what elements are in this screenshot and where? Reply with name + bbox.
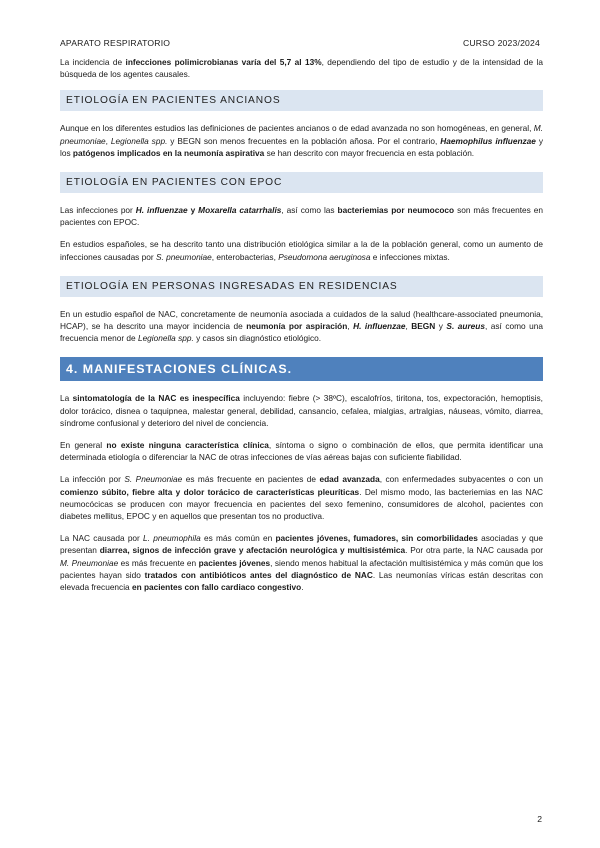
paragraph-epoc-2: En estudios españoles, se ha descrito tanto una distribución etiológica similar a la de la población general, como un aumento de infecciones causadas por S. pneumoniae, enterobacterias, Pseudomona aeruginosa e infecciones mixtas. xyxy=(60,239,543,262)
page-content xyxy=(60,56,543,603)
paragraph-residencias: En un estudio español de NAC, concretamente de neumonía asociada a cuidados de la salud (healthcare-associated pneumonia, HCAP), se ha descrito una mayor incidencia de neumonía por aspiración, H. influenzae, BEGN y S. aureus, así como una frecuencia menor de Legionella spp. y casos sin diagnóstico etiológico. xyxy=(60,308,543,344)
section-heading-epoc: ETIOLOGÍA EN PACIENTES CON EPOC xyxy=(60,172,543,193)
header-right: CURSO 2023/2024 xyxy=(462,38,540,48)
paragraph-manifestaciones-1: La sintomatología de la NAC es inespecífica incluyendo: fiebre (> 38ºC), escalofríos, tiritona, tos, expectoración, hemoptisis, dolor torácico, disnea o taquipnea, malestar general, debilidad, cansancio, cefalea, mialgias, artralgias, náuseas, vómito, diarrea, síndrome confusional y deterioro del nivel de conciencia. xyxy=(60,393,543,428)
paragraph-ancianos: Aunque en los diferentes estudios las definiciones de pacientes ancianos o de edad avanzada no son homogéneas, en general, M. pneumoniae, Legionella spp. y BEGN son menos frecuentes en la población añosa. Por el contrario, Haemophilus influenzae y los patógenos implicados en la neumonía aspirativa se han descrito con mayor frecuencia en esta población. xyxy=(60,123,543,158)
paragraph-manifestaciones-4: La NAC causada por L. pneumophila es más común en pacientes jóvenes, fumadores, sin comorbilidades asociadas y que presentan diarrea, signos de infección grave y afectación neurológica y multisistémica. Por otra parte, la NAC causada por M. Pneumoniae es más frecuente en pacientes jóvenes, siendo menos habitual la afectación multisistémica y más común que los pacientes hayan sido tratados con antibióticos antes del diagnóstico de NAC. Las neumonías víricas están descritas con elevada frecuencia en pacientes con fallo cardiaco congestivo. xyxy=(60,533,543,593)
paragraph-epoc-1: Las infecciones por H. influenzae y Moxarella catarrhalis, así como las bacteriemias por neumococo son más frecuentes en pacientes con EPOC. xyxy=(60,205,543,228)
section-heading-manifestaciones: 4. MANIFESTACIONES CLÍNICAS. xyxy=(60,357,543,381)
section-heading-residencias: ETIOLOGÍA EN PERSONAS INGRESADAS EN RESIDENCIAS xyxy=(60,276,543,297)
paragraph-manifestaciones-3: La infección por S. Pneumoniae es más frecuente en pacientes de edad avanzada, con enfermedades subyacentes o con un comienzo súbito, fiebre alta y dolor torácico de características pleuríticas. Del mismo modo, las bacteriemias en las NAC neumocócicas se producen con mayor frecuencia en pacientes del sexo femenino, consumidores de alcohol, pacientes con diabetes mellitus, EPOC y en aquellos que presentan tos no productiva. xyxy=(60,474,543,522)
header-left: APARATO RESPIRATORIO xyxy=(60,38,171,48)
page-number: 2 xyxy=(537,814,542,824)
page-header xyxy=(60,38,540,48)
intro-paragraph: La incidencia de infecciones polimicrobianas varía del 5,7 al 13%, dependiendo del tipo de estudio y de la intensidad de la búsqueda de los agentes causales. xyxy=(60,57,543,80)
paragraph-manifestaciones-2: En general no existe ninguna característica clínica, síntoma o signo o combinación de ellos, que permita identificar una determinada etiología o diferenciar la NAC de otras infecciones de vías aéreas bajas con suficiente fiabilidad. xyxy=(60,440,544,463)
section-heading-ancianos: ETIOLOGÍA EN PACIENTES ANCIANOS xyxy=(60,90,543,111)
